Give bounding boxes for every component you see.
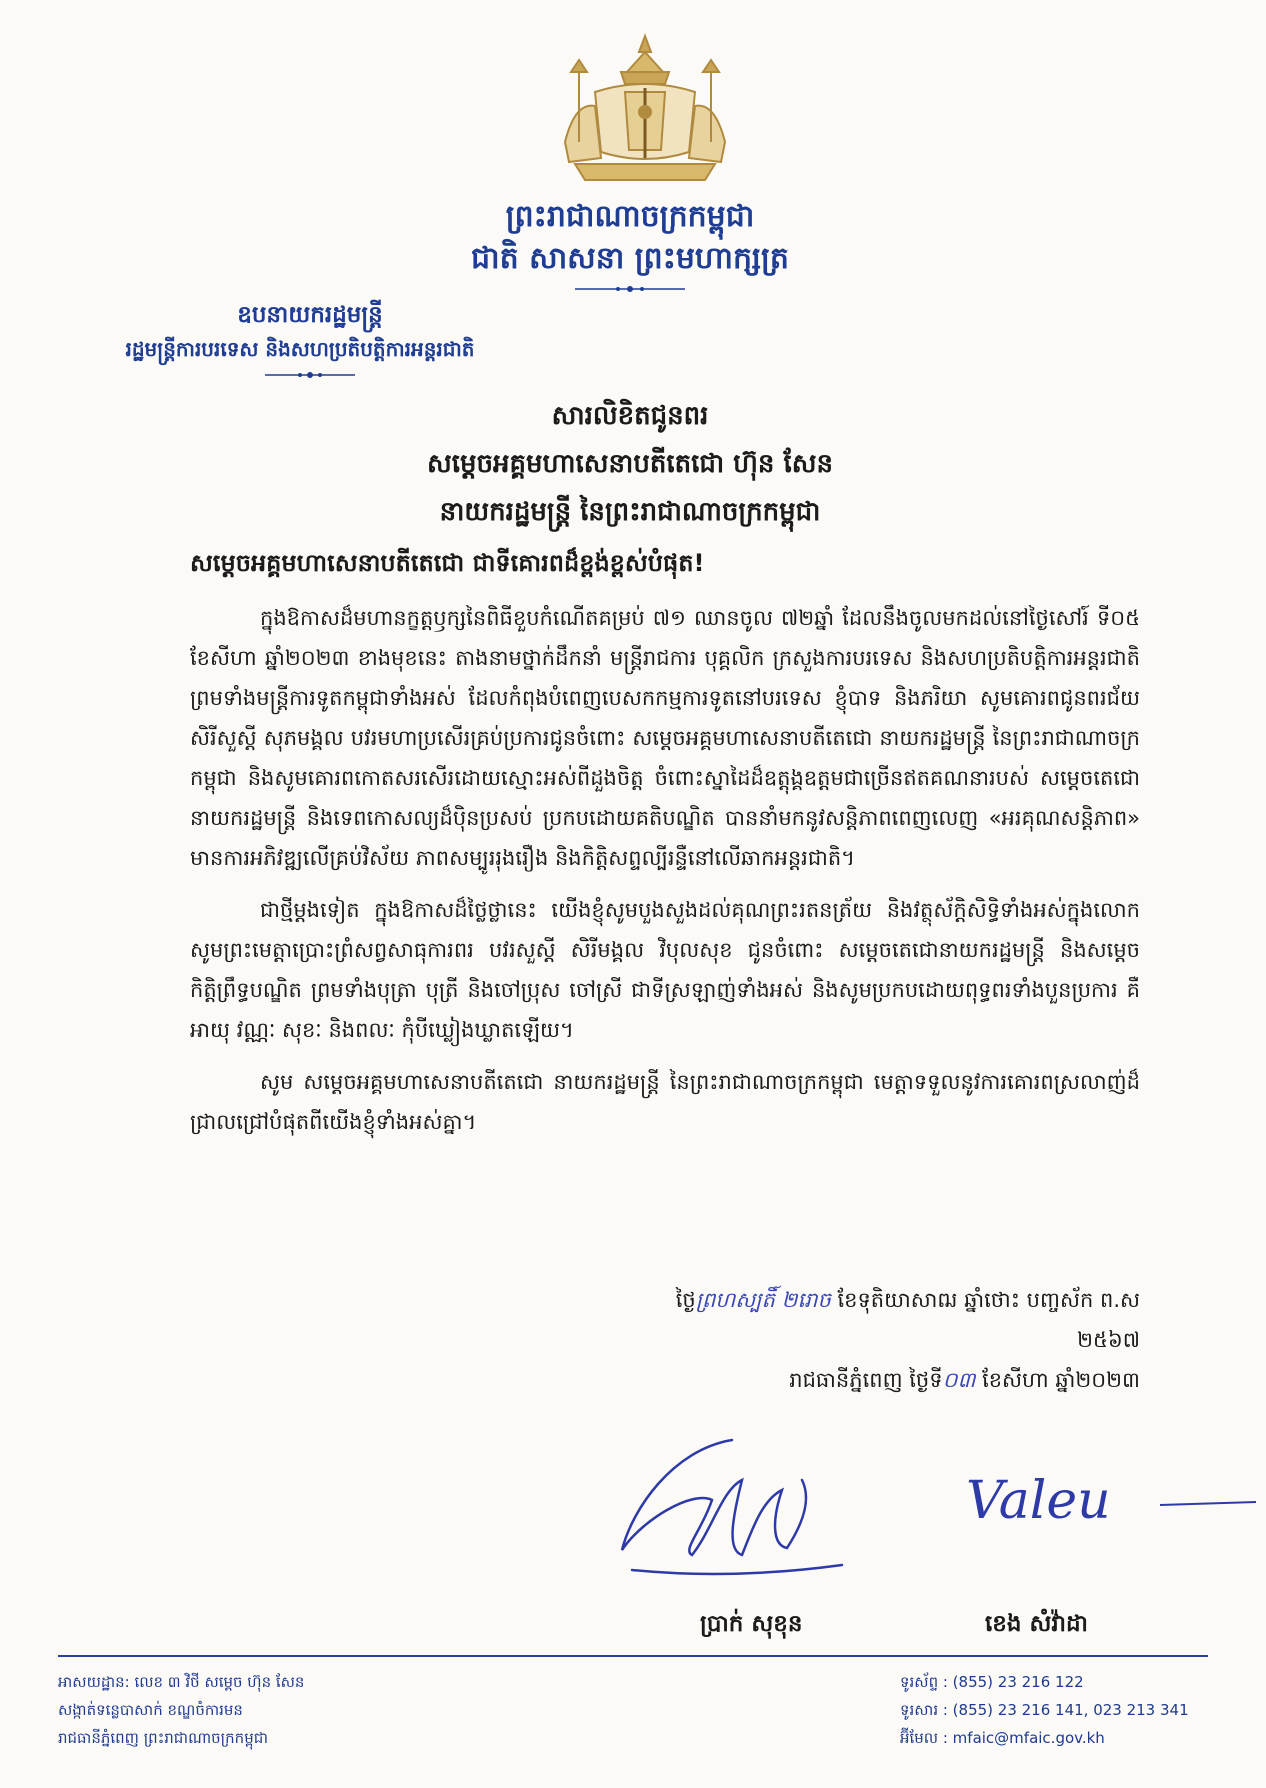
solar-date-handwritten: ០៣ [942, 1368, 976, 1392]
lunar-date-prefix: ថ្ងៃ [675, 1288, 696, 1312]
footer-divider [58, 1655, 1208, 1657]
lunar-date-suffix: ខែទុតិយាសាឍ ឆ្នាំថោះ បញ្ចស័ក ព.ស ២៥៦៧ [830, 1288, 1140, 1352]
divider-ornament-icon [575, 284, 685, 294]
title-line-3: នាយករដ្ឋមន្ត្រី នៃព្រះរាជាណាចក្រកម្ពុជា [439, 497, 821, 527]
solar-date [640, 1360, 1140, 1400]
address-line-3: រាជធានីភ្នំពេញ ព្រះរាជាណាចក្រកម្ពុជា [58, 1729, 268, 1747]
office-heading [125, 298, 480, 380]
signature-left-icon [612, 1430, 862, 1590]
kingdom-name: ព្រះរាជាណាចក្រកម្ពុជា [505, 199, 755, 234]
footer-contact [900, 1668, 1240, 1752]
title-line-1: សារលិខិតជូនពរ [551, 401, 709, 431]
body-paragraph-2: ជាថ្មីម្តងទៀត ក្នុងឱកាសដ៏ថ្លៃថ្លានេះ យើងខ្ញុំសូមបួងសួងដល់គុណព្រះរតនត្រ័យ និងវត្ថុស័ក្តិសិទ្ធិទាំងអស់ក្នុងលោក សូមព្រះមេត្តាប្រោះព្រំសព្វសាធុការពរ បវរសួស្តី សិរីមង្គល វិបុលសុខ ជូនចំពោះ សម្តេចតេជោនាយករដ្ឋមន្ត្រី និងសម្តេចកិត្តិព្រឹទ្ធបណ្ឌិត ព្រមទាំងបុត្រា បុត្រី និងចៅប្រុស ចៅស្រី ជាទីស្រឡាញ់ទាំងអស់ និងសូមប្រកបដោយពុទ្ធពរទាំងបួនប្រការ គឺអាយុ វណ្ណៈ សុខៈ និងពលៈ កុំបីឃ្លៀងឃ្លាតឡើយ។ [190, 898, 1140, 1042]
title-line-2: សម្តេចអគ្គមហាសេនាបតីតេជោ ហ៊ុន សែន [427, 449, 833, 479]
signature-right-icon [960, 1460, 1260, 1550]
signatory-left-name: ប្រាក់ សុខុន [700, 1611, 803, 1637]
address-line-1: អាសយដ្ឋាន: លេខ ៣ វិថី សម្តេច ហ៊ុន សែន [58, 1673, 305, 1691]
svg-text:Valeu: Valeu [966, 1471, 1111, 1531]
salutation: សម្តេចអគ្គមហាសេនាបតីតេជោ ជាទីគោរពដ៏ខ្ពង់ខ្ពស់បំផុត! [190, 549, 705, 577]
letter-title [290, 392, 970, 536]
solar-date-suffix: ខែសីហា ឆ្នាំ២០២៣ [975, 1368, 1140, 1392]
letter-date [640, 1280, 1140, 1400]
office-title: ឧបនាយករដ្ឋមន្ត្រី [237, 302, 383, 328]
letter-body [190, 598, 1140, 1154]
kingdom-heading [380, 196, 880, 294]
footer-address [58, 1668, 658, 1752]
national-motto: ជាតិ សាសនា ព្រះមហាក្សត្រ [471, 241, 789, 276]
phone-number: ទូរស័ព្ទ : (855) 23 216 122 [900, 1673, 1084, 1691]
body-paragraph-1: ក្នុងឱកាសដ៏មហានក្ខត្តឫក្សនៃពិធីខួបកំណើតគម្រប់ ៧១ ឈានចូល ៧២ឆ្នាំ ដែលនឹងចូលមកដល់នៅថ្ងៃសៅរ៍ ទី០៥ ខែសីហា ឆ្នាំ២០២៣ ខាងមុខនេះ តាងនាមថ្នាក់ដឹកនាំ មន្ត្រីរាជការ បុគ្គលិក ក្រសួងការបរទេស និងសហប្រតិបត្តិការអន្តរជាតិ ព្រមទាំងមន្ត្រីការទូតកម្ពុជាទាំងអស់ ដែលកំពុងបំពេញបេសកកម្មការទូតនៅបរទេស ខ្ញុំបាទ និងភរិយា សូមគោរពជូនពរជ័យ សិរីសួស្តី សុភមង្គល បវរមហាប្រសើរគ្រប់ប្រការជូនចំពោះ សម្តេចអគ្គមហាសេនាបតីតេជោ នាយករដ្ឋមន្ត្រី នៃព្រះរាជាណាចក្រកម្ពុជា និងសូមគោរពកោតសរសើរដោយស្មោះអស់ពីដួងចិត្ត ចំពោះស្នាដៃដ៏ឧត្តុង្គឧត្តមជាច្រើនឥតគណនារបស់ សម្តេចតេជោនាយករដ្ឋមន្ត្រី និងទេពកោសល្យដ៏ប៉ិនប្រសប់ ប្រកបដោយគតិបណ្ឌិត បាននាំមកនូវសន្តិភាពពេញលេញ «អរគុណសន្តិភាព» មានការអភិវឌ្ឍលើគ្រប់វិស័យ ភាពសម្បូររុងរឿង និងកិត្តិសព្ទល្បីរន្ទឺនៅលើឆាកអន្តរជាតិ។ [190, 606, 1140, 870]
body-paragraph-3: សូម សម្តេចអគ្គមហាសេនាបតីតេជោ នាយករដ្ឋមន្ត្រី នៃព្រះរាជាណាចក្រកម្ពុជា មេត្តាទទួលនូវការគោរពស្រលាញ់ដ៏ជ្រាលជ្រៅបំផុតពីយើងខ្ញុំទាំងអស់គ្នា។ [190, 1070, 1140, 1134]
email-address[interactable]: អ៊ីមែល : mfaic@mfaic.gov.kh [900, 1729, 1105, 1747]
royal-coat-of-arms-icon [555, 32, 735, 192]
divider-ornament-icon [265, 370, 355, 380]
fax-number: ទូរសារ : (855) 23 216 141, 023 213 341 [900, 1701, 1189, 1719]
lunar-date [640, 1280, 1140, 1360]
office-subtitle: រដ្ឋមន្ត្រីការបរទេស និងសហប្រតិបត្តិការអន្តរជាតិ [125, 337, 475, 361]
signatory-right-name: ខេង សំវ៉ាដា [985, 1611, 1088, 1637]
address-line-2: សង្កាត់ទន្លេបាសាក់ ខណ្ឌចំការមន [58, 1701, 243, 1719]
solar-date-prefix: រាជធានីភ្នំពេញ ថ្ងៃទី [789, 1368, 943, 1392]
lunar-date-handwritten: ព្រហស្បតិ៍ ២រោច [695, 1288, 831, 1312]
